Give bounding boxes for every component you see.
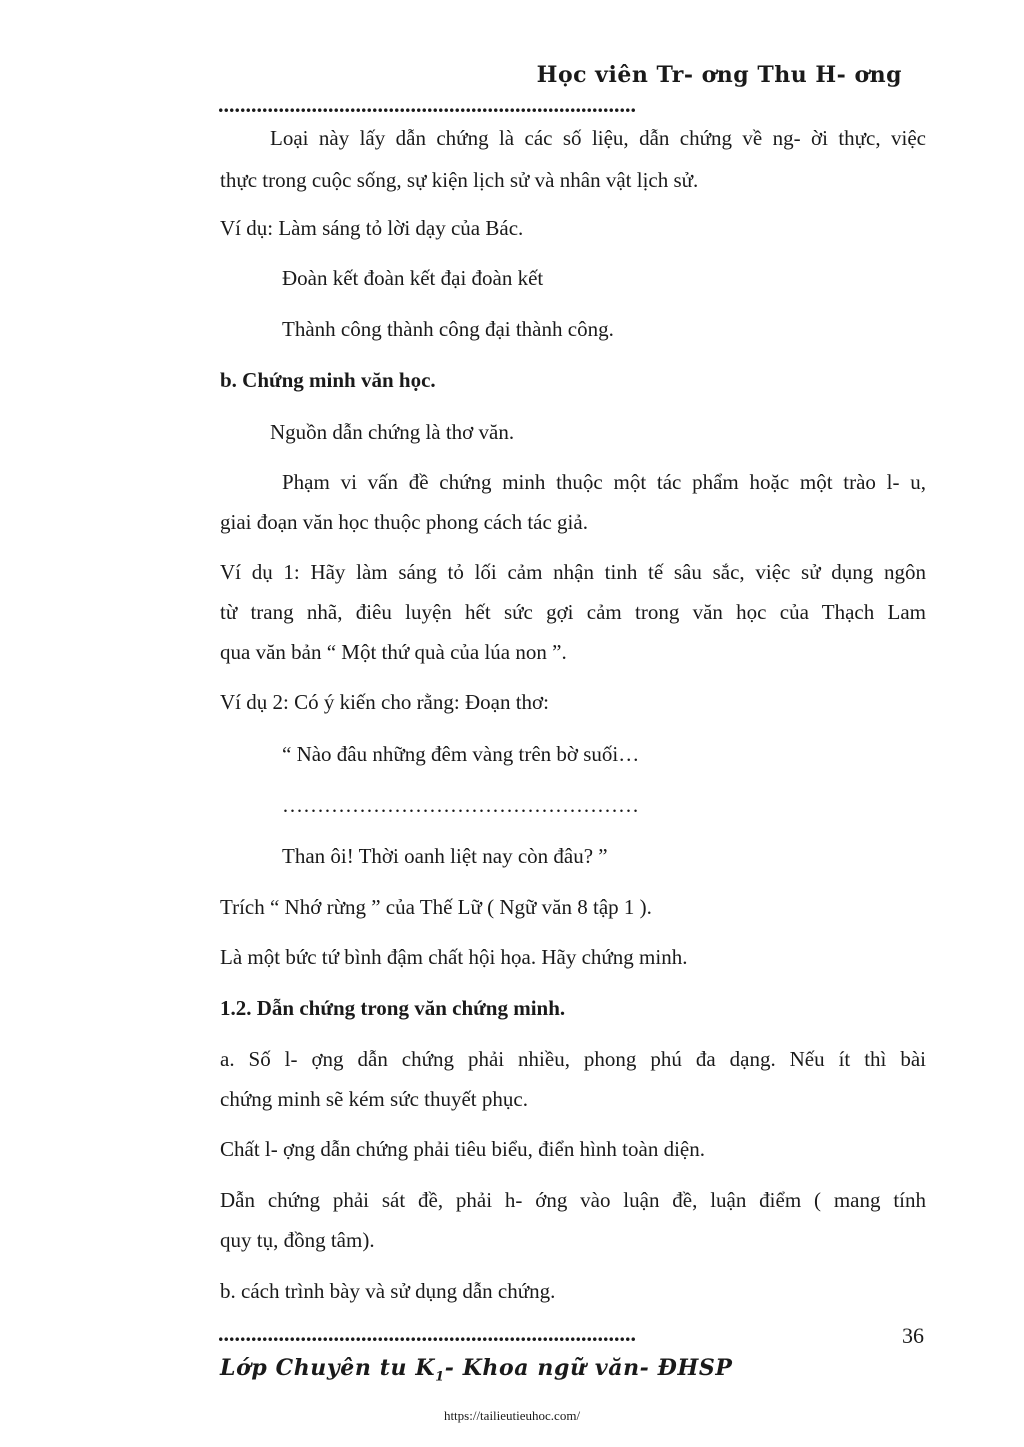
footer-divider: ............................................................................ xyxy=(218,1330,636,1344)
poem-line: Than ôi! Thời oanh liệt nay còn đâu? ” xyxy=(282,844,608,868)
source-url[interactable]: https://tailieutieuhoc.com/ xyxy=(443,1408,581,1423)
example-line: Ví dụ 2: Có ý kiến cho rằng: Đoạn thơ: xyxy=(220,690,549,714)
example-line: Ví dụ 1: Hãy làm sáng tỏ lối cảm nhận tinh tế sâu sắc, việc sử dụng ngôn xyxy=(220,560,926,584)
paragraph-line: chứng minh sẽ kém sức thuyết phục. xyxy=(220,1087,528,1111)
paragraph-line: Là một bức tứ bình đậm chất hội họa. Hãy chứng minh. xyxy=(220,945,688,969)
footer-title-part2: - Khoa ngữ văn- ĐHSP xyxy=(444,1355,733,1381)
quote-line: Thành công thành công đại thành công. xyxy=(282,317,614,341)
paragraph-line: Loại này lấy dẫn chứng là các số liệu, dẫn chứng về ng- ời thực, việc xyxy=(270,126,926,150)
paragraph-line: giai đoạn văn học thuộc phong cách tác giả. xyxy=(220,510,588,534)
paragraph-line: a. Số l- ợng dẫn chứng phải nhiều, phong phú đa dạng. Nếu ít thì bài xyxy=(220,1047,926,1071)
page-number: 36 xyxy=(902,1323,924,1348)
paragraph-line: Dẫn chứng phải sát đề, phải h- ớng vào luận đề, luận điểm ( mang tính xyxy=(220,1188,926,1212)
paragraph-line: Nguồn dẫn chứng là thơ văn. xyxy=(270,420,515,444)
example-line: từ trang nhã, điêu luyện hết sức gợi cảm trong văn học của Thạch Lam xyxy=(220,600,926,624)
paragraph-line: Chất l- ợng dẫn chứng phải tiêu biểu, điển hình toàn diện. xyxy=(220,1137,705,1161)
paragraph-line: quy tụ, đồng tâm). xyxy=(220,1228,375,1252)
poem-ellipsis: …………………………………………… xyxy=(282,793,639,817)
section-heading: 1.2. Dẫn chứng trong văn chứng minh. xyxy=(220,996,566,1020)
quote-line: Đoàn kết đoàn kết đại đoàn kết xyxy=(282,266,544,290)
footer-title-subscript: 1 xyxy=(435,1369,445,1385)
section-heading: b. Chứng minh văn học. xyxy=(220,368,436,392)
footer-title xyxy=(220,1355,733,1384)
example-line: qua văn bản “ Một thứ quà của lúa non ”. xyxy=(220,640,567,664)
header-divider: ............................................................................ xyxy=(218,101,636,115)
citation-line: Trích “ Nhớ rừng ” của Thế Lữ ( Ngữ văn 8 tập 1 ). xyxy=(220,895,652,919)
poem-line: “ Nào đâu những đêm vàng trên bờ suối… xyxy=(282,742,640,766)
header-title: Học viên Tr- ơng Thu H- ơng xyxy=(536,62,902,88)
paragraph-line: thực trong cuộc sống, sự kiện lịch sử và nhân vật lịch sử. xyxy=(220,168,699,192)
footer-title-part1: Lớp Chuyên tu K xyxy=(220,1355,436,1381)
example-line: Ví dụ: Làm sáng tỏ lời dạy của Bác. xyxy=(220,216,524,240)
paragraph-line: Phạm vi vấn đề chứng minh thuộc một tác phẩm hoặc một trào l- u, xyxy=(282,470,926,494)
paragraph-line: b. cách trình bày và sử dụng dẫn chứng. xyxy=(220,1279,556,1303)
